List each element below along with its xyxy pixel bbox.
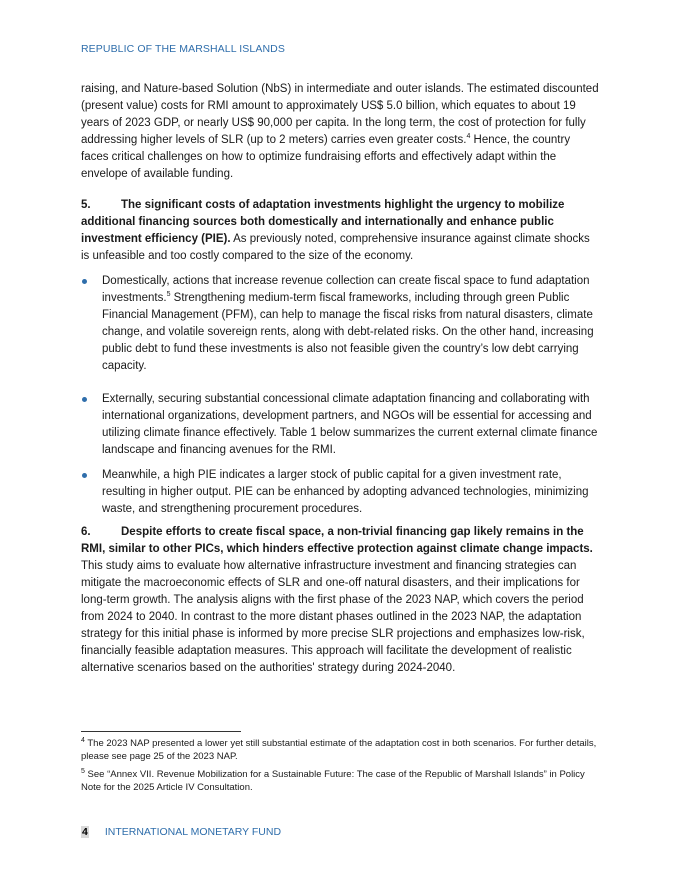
intro-text-end: Hence, the country faces critical challenges on how to optimize fundraising efforts and effectively adapt within the envelope of available funding. [81,134,571,180]
footnote-text: See “Annex VII. Revenue Mobilization for a Sustainable Future: The case of the Republic of Marshall Islands” in Policy Note for the 2025 Article IV Consultation. [81,769,585,793]
paragraph-body: As previously noted, comprehensive insurance against climate shocks is unfeasible and too costly compared to the size of the economy. [81,233,590,262]
bullet-icon [82,473,87,478]
intro-paragraph [81,81,599,183]
running-header: REPUBLIC OF THE MARSHALL ISLANDS [81,43,285,55]
footer-title: INTERNATIONAL MONETARY FUND [104,826,282,838]
bullet-list [81,273,599,518]
page-footer [81,826,281,838]
paragraph-lead: Despite efforts to create fiscal space, a non-trivial financing gap likely remains in the RMI, similar to other PICs, which hinders effective protection against climate change impacts. [81,526,593,555]
footnotes [81,738,599,800]
bullet-text-end: Strengthening medium-term fiscal frameworks, including through green Public Financial Management (PFM), can help to manage the fiscal risks from natural disasters, climate change, and volatile sovereign rents, along with debt-related risks. On the other hand, increasing public debt to fund these investments is also not feasible given the country’s low debt carrying capacity. [102,292,594,372]
bullet-text: Meanwhile, a high PIE indicates a larger stock of public capital for a given investment rate, resulting in higher output. PIE can be enhanced by adopting advanced technologies, minimizing waste, and strengthening procurement procedures. [102,469,589,515]
list-item [81,467,599,518]
paragraph-lead: The significant costs of adaptation investments highlight the urgency to mobilize additional financing sources both domestically and internationally and enhance public investment efficiency (PIE). [81,199,565,245]
bullet-icon [82,279,87,284]
footnote-mark: 5 [81,767,85,775]
footnote-ref-4[interactable]: 4 [466,133,471,141]
bullet-text: Externally, securing substantial concessional climate adaptation financing and collaborating with international organizations, development partners, and NGOs will be essential for accessing and utilizing climate finance effectively. Table 1 below summarizes the current external climate finance landscape and financing avenues for the RMI. [102,393,598,456]
footnote-text: The 2023 NAP presented a lower yet still substantial estimate of the adaptation cost in both scenarios. For further details, please see page 25 of the 2023 NAP. [81,738,597,762]
footnote-ref-5[interactable]: 5 [166,291,171,299]
footnote-mark: 4 [81,736,85,744]
paragraph-number: 6. [81,526,91,538]
paragraph-number: 5. [81,199,91,211]
footnote-4 [81,738,599,763]
paragraph-5 [81,197,599,265]
list-item [81,273,599,375]
intro-text: raising, and Nature-based Solution (NbS) in intermediate and outer islands. The estimated discounted (present value) costs for RMI amount to approximately US$ 5.0 billion, which equates to about 19 years of 2023 GDP, or nearly US$ 90,000 per capita. In the long term, the cost of protection for fully addressing higher levels of SLR (up to 2 meters) carries even greater costs. [81,83,599,146]
page-number: 4 [82,826,88,838]
main-content [81,81,599,691]
footnote-5 [81,769,599,794]
list-item [81,391,599,459]
footnote-divider [81,731,241,732]
paragraph-body: This study aims to evaluate how alternative infrastructure investment and financing strategies can mitigate the macroeconomic effects of SLR and one-off natural disasters, and their implications for long-term growth. The analysis aligns with the first phase of the 2023 NAP, which covers the period from 2024 to 2040. In contrast to the more distant phases outlined in the 2023 NAP, the adaptation strategy for this initial phase is informed by more precise SLR projections and emphasizes low-risk, financially feasible adaptation measures. This approach will facilitate the development of realistic alternative scenarios based on the authorities' strategy during 2024-2040. [81,560,585,674]
bullet-text: Domestically, actions that increase revenue collection can create fiscal space to fund adaptation investments. [102,275,590,304]
bullet-icon [82,397,87,402]
paragraph-6 [81,524,599,677]
